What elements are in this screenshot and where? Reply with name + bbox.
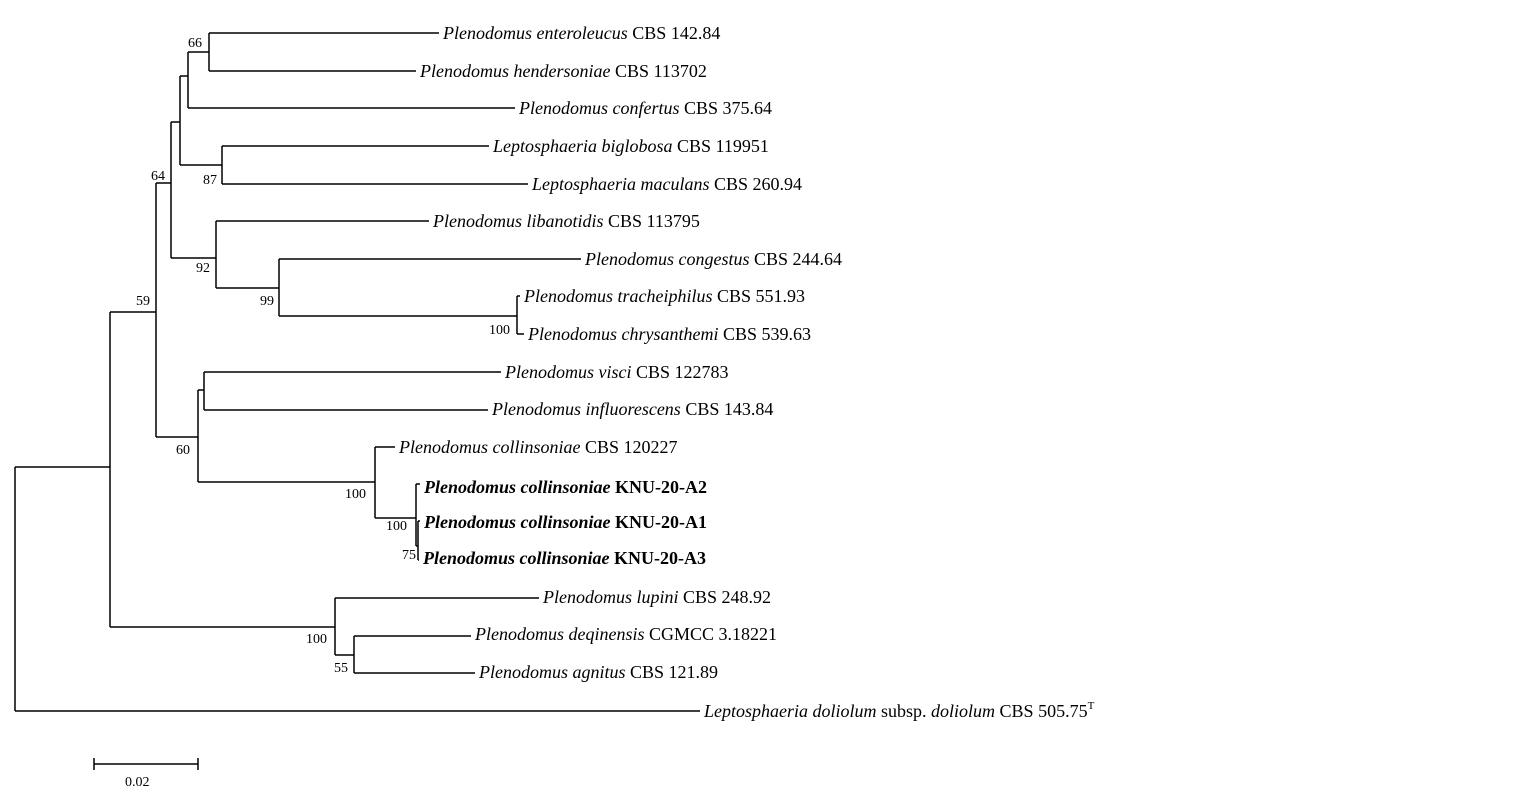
taxon-name: Plenodomus hendersoniae bbox=[420, 61, 611, 81]
taxon-name: Plenodomus confertus bbox=[519, 98, 680, 118]
bootstrap-value: 99 bbox=[260, 294, 274, 309]
taxon-strain: KNU-20-A3 bbox=[614, 548, 707, 568]
taxon-label bbox=[478, 662, 718, 682]
bootstrap-value: 55 bbox=[334, 661, 348, 676]
taxon-strain: CBS 120227 bbox=[584, 437, 678, 457]
outgroup-epithet: doliolum bbox=[931, 701, 996, 721]
taxon-label bbox=[398, 437, 678, 457]
taxon-label bbox=[432, 211, 700, 231]
bootstrap-value: 100 bbox=[489, 323, 510, 338]
taxon-name: Plenodomus visci bbox=[505, 362, 632, 382]
bootstrap-value: 59 bbox=[136, 294, 150, 309]
taxon-strain: CBS 142.84 bbox=[632, 23, 721, 43]
taxon-name: Plenodomus influorescens bbox=[492, 399, 681, 419]
taxon-label bbox=[491, 399, 773, 419]
taxon-label bbox=[527, 324, 811, 344]
taxon-label bbox=[584, 249, 842, 269]
taxon-name: Plenodomus chrysanthemi bbox=[528, 324, 719, 344]
outgroup-strain: CBS 505.75 bbox=[999, 701, 1088, 721]
taxon-label bbox=[442, 23, 720, 43]
bootstrap-value: 100 bbox=[306, 632, 327, 647]
taxon-strain: CGMCC 3.18221 bbox=[648, 624, 778, 644]
taxon-name: Plenodomus collinsoniae bbox=[399, 437, 581, 457]
taxon-label bbox=[518, 98, 772, 118]
taxon-name: Plenodomus tracheiphilus bbox=[524, 286, 713, 306]
taxon-label bbox=[492, 136, 769, 156]
taxon-label bbox=[474, 624, 777, 644]
taxon-label-highlighted bbox=[423, 477, 707, 497]
taxon-name: Plenodomus deqinensis bbox=[475, 624, 645, 644]
bootstrap-value: 87 bbox=[203, 173, 217, 188]
taxon-strain: KNU-20-A2 bbox=[615, 477, 708, 497]
taxon-name: Plenodomus lupini bbox=[543, 587, 679, 607]
taxon-label bbox=[531, 174, 802, 194]
taxon-name: Plenodomus collinsoniae bbox=[424, 512, 611, 532]
bootstrap-value: 92 bbox=[196, 261, 210, 276]
bootstrap-value: 75 bbox=[402, 548, 416, 563]
taxon-name: Plenodomus agnitus bbox=[479, 662, 626, 682]
taxon-strain: CBS 121.89 bbox=[630, 662, 719, 682]
taxon-strain: CBS 244.64 bbox=[753, 249, 843, 269]
taxon-name: Plenodomus collinsoniae bbox=[424, 477, 611, 497]
taxon-strain: CBS 539.63 bbox=[722, 324, 811, 344]
taxon-label-highlighted bbox=[423, 512, 707, 532]
taxon-strain: CBS 551.93 bbox=[716, 286, 806, 306]
bootstrap-value: 100 bbox=[345, 487, 366, 502]
taxon-strain: CBS 375.64 bbox=[683, 98, 773, 118]
taxon-strain: CBS 113795 bbox=[608, 211, 700, 231]
taxon-strain: CBS 113702 bbox=[614, 61, 707, 81]
taxon-strain: CBS 122783 bbox=[635, 362, 729, 382]
bootstrap-value: 66 bbox=[188, 36, 202, 51]
taxon-name: Plenodomus libanotidis bbox=[433, 211, 604, 231]
taxon-name: Plenodomus congestus bbox=[585, 249, 750, 269]
outgroup-label bbox=[703, 700, 1095, 721]
type-strain-superscript: T bbox=[1087, 700, 1095, 712]
taxon-label bbox=[542, 587, 771, 607]
bootstrap-value: 64 bbox=[151, 169, 165, 184]
taxon-label bbox=[504, 362, 729, 382]
scale-bar bbox=[94, 758, 198, 790]
outgroup-rank: subsp. bbox=[881, 701, 927, 721]
taxon-label-highlighted bbox=[422, 548, 706, 568]
taxon-name: Leptosphaeria biglobosa bbox=[493, 136, 673, 156]
taxon-strain: CBS 248.92 bbox=[683, 587, 772, 607]
taxon-strain: CBS 260.94 bbox=[714, 174, 803, 194]
taxon-label bbox=[419, 61, 707, 81]
taxon-name: Leptosphaeria maculans bbox=[532, 174, 710, 194]
scale-bar-label: 0.02 bbox=[125, 775, 150, 790]
taxon-strain: KNU-20-A1 bbox=[615, 512, 708, 532]
bootstrap-value: 100 bbox=[386, 519, 407, 534]
outgroup-name: Leptosphaeria doliolum bbox=[704, 701, 877, 721]
taxon-strain: CBS 119951 bbox=[677, 136, 769, 156]
taxon-name: Plenodomus collinsoniae bbox=[423, 548, 610, 568]
taxon-strain: CBS 143.84 bbox=[685, 399, 774, 419]
bootstrap-value: 60 bbox=[176, 443, 190, 458]
taxon-name: Plenodomus enteroleucus bbox=[443, 23, 628, 43]
taxon-label bbox=[523, 286, 805, 306]
